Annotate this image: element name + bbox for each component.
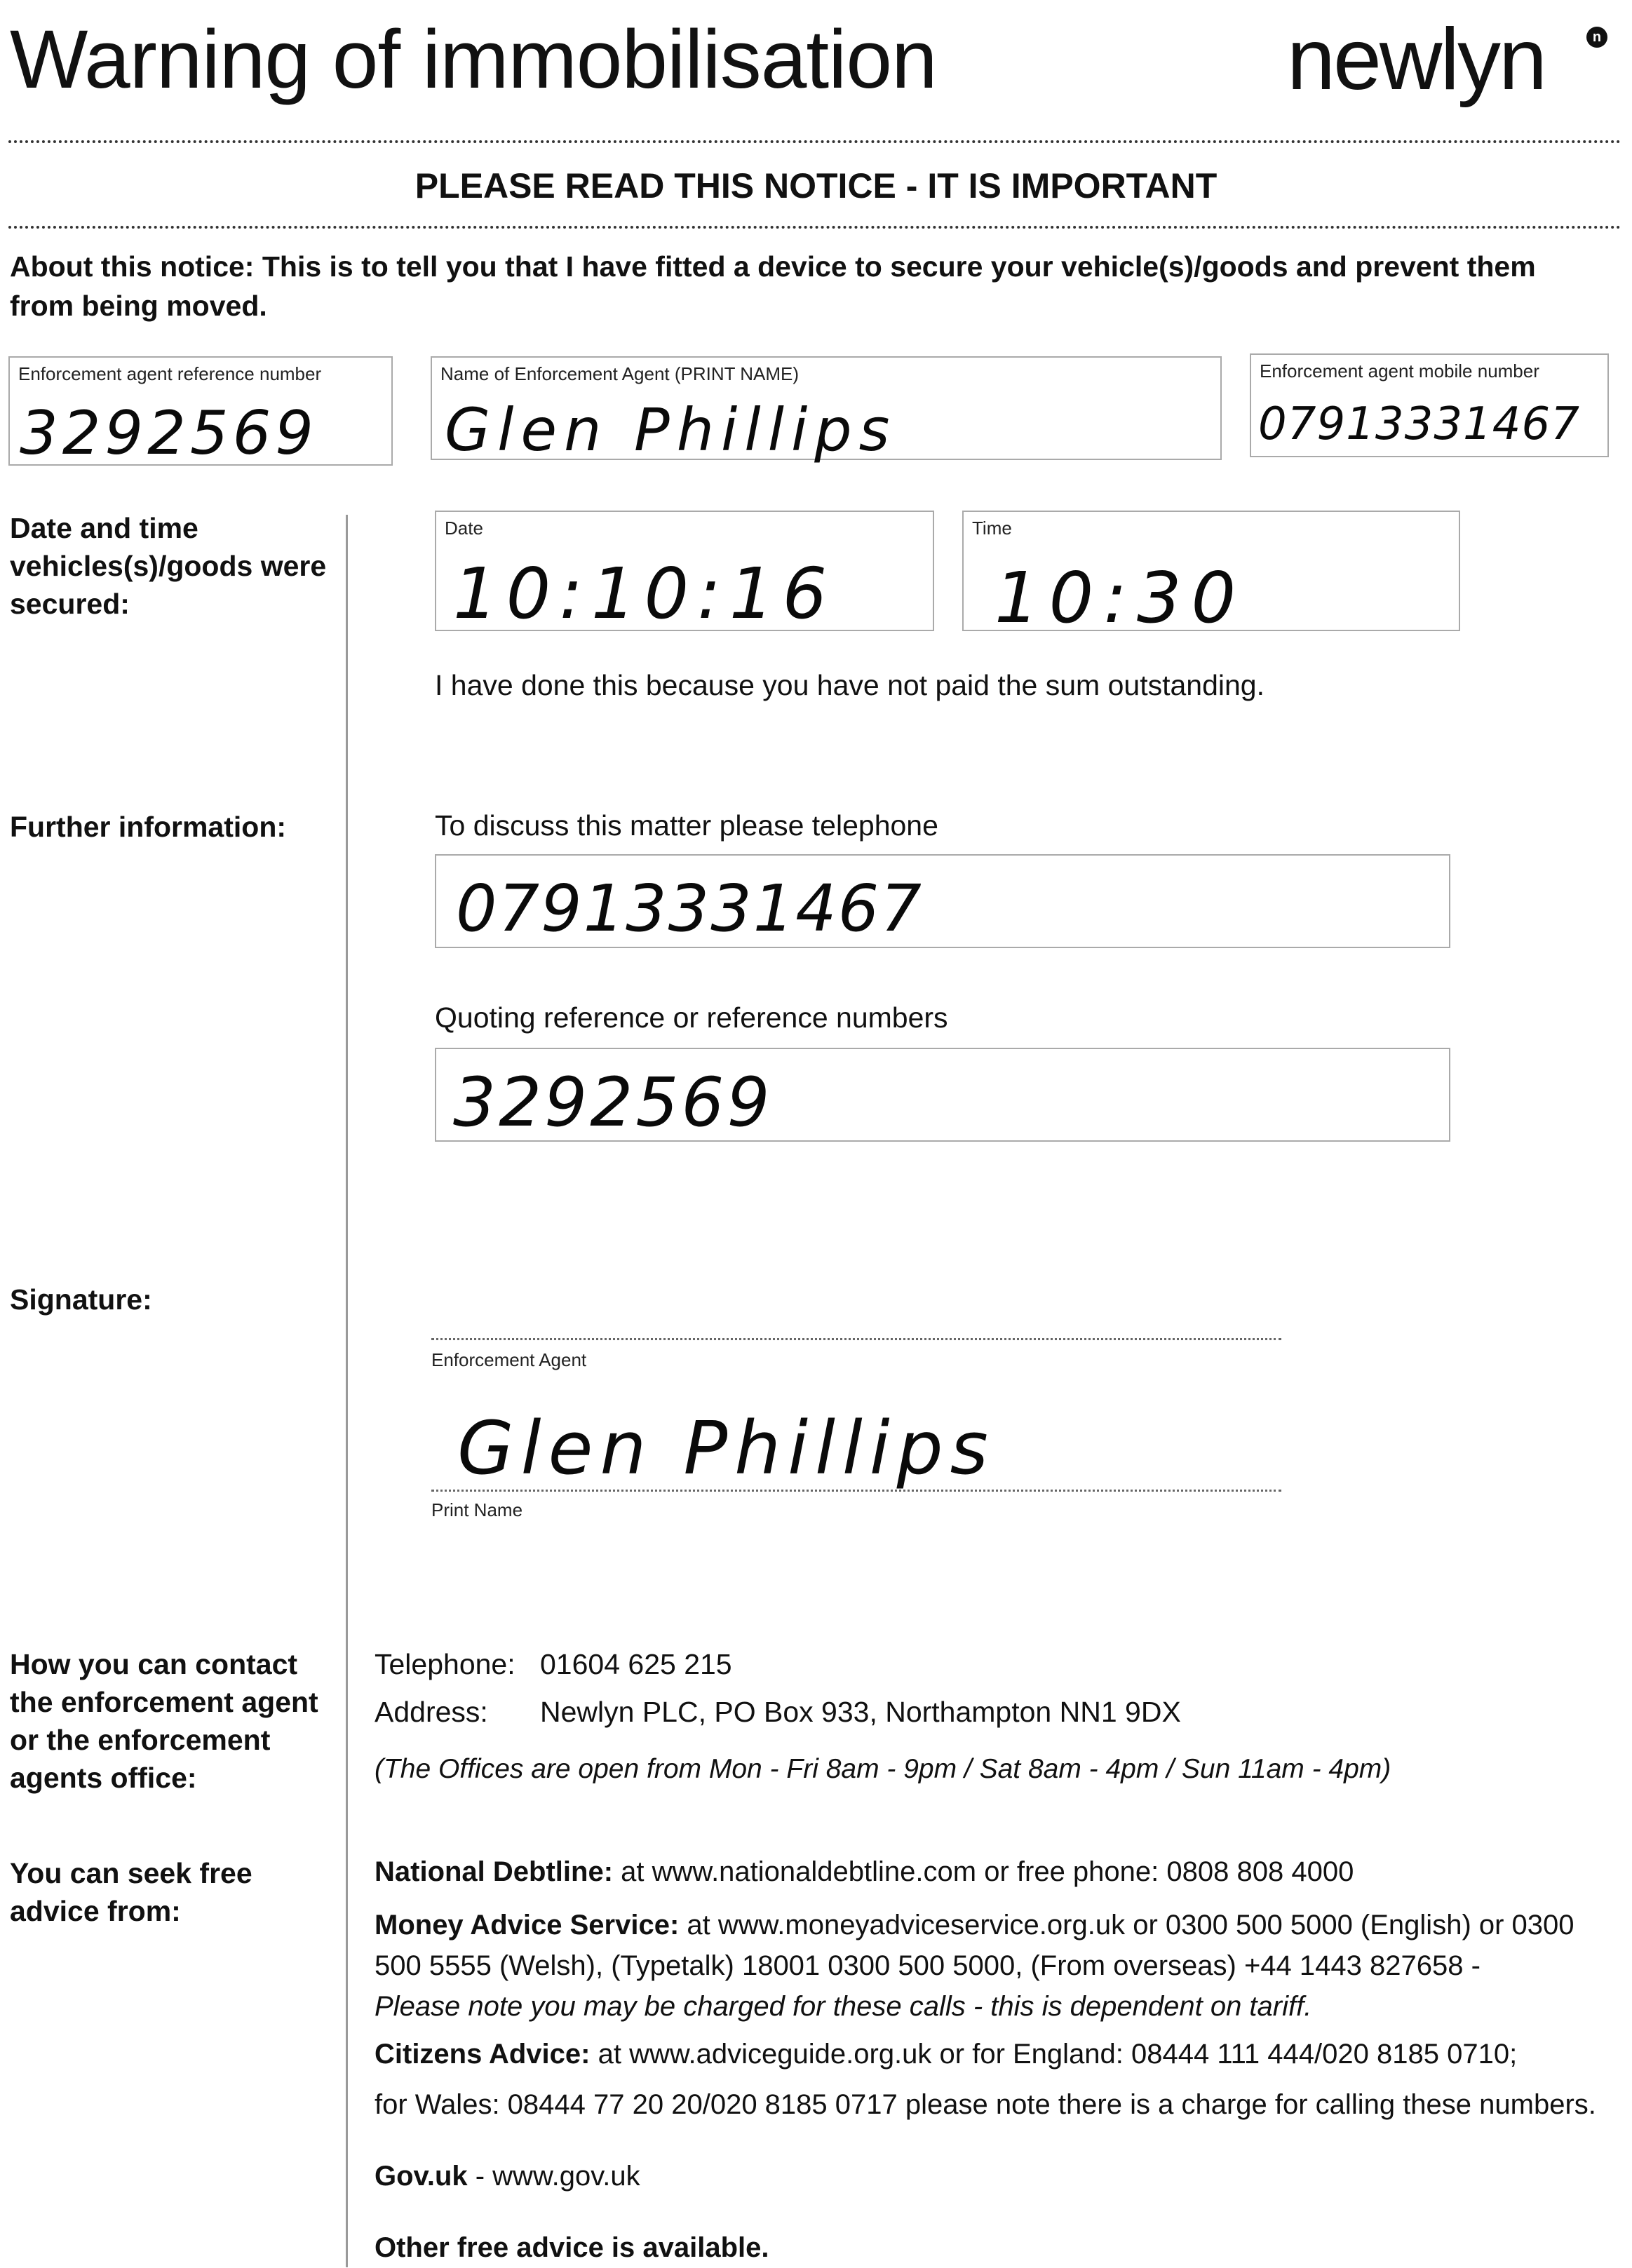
print-name-value[interactable]: Glen Phillips [457,1405,995,1491]
secured-side-label: Date and time vehicles(s)/goods were secured: [10,512,327,620]
phone-prompt: To discuss this matter please telephone [435,809,938,842]
secured-time-field[interactable] [962,511,1460,639]
reason-text: I have done this because you have not paid the sum outstanding. [435,669,1265,701]
address-value: Newlyn PLC, PO Box 933, Northampton NN1 9DX [540,1696,1181,1728]
secured-date-field[interactable] [435,511,934,635]
logo-trademark-mark: n [1586,27,1607,48]
about-text: This is to tell you that I have fitted a device to secure your vehicle(s)/goods and prevent them from being moved. [10,250,1536,322]
time-label: Time [972,518,1012,539]
advice-citizens-advice [375,2034,1616,2074]
advice-money-advice [375,1905,1616,2027]
national-debtline-text: at www.nationaldebtline.com or free phone: 0808 808 4000 [613,1856,1354,1887]
agent-name-value: Glen Phillips [445,396,897,464]
agent-reference-label: Enforcement agent reference number [18,363,322,384]
important-notice-heading: PLEASE READ THIS NOTICE - IT IS IMPORTANT [414,166,1218,205]
signature-side-label: Signature: [10,1283,152,1316]
citizens-advice-wales: for Wales: 08444 77 20 20/020 8185 0717 please note there is a charge for calling these numbers. [375,2089,1596,2120]
newlyn-logo: newlyn [1287,11,1545,108]
divider [8,140,1621,143]
column-divider [346,515,348,2267]
money-advice-note: Please note you may be charged for these calls - this is dependent on tariff. [375,1991,1312,2022]
citizens-advice-label: Citizens Advice: [375,2039,591,2070]
divider [8,226,1621,229]
about-notice [10,247,1581,325]
money-advice-text: at www.moneyadviceservice.org.uk or 0300 500 5000 (English) or 0300 500 5555 (Welsh), (Typetalk) 18001 0300 500 5000, (From overseas) +44 1443 827658 - [375,1910,1574,1981]
discuss-phone-field[interactable] [435,854,1450,948]
advice-national-debtline [375,1851,1616,1892]
about-label: About this notice: [10,250,255,283]
time-value: 10:30 [994,557,1246,639]
agent-mobile-value: 07913331467 [1258,398,1580,450]
advice-gov-uk [375,2156,1616,2196]
agent-reference-value: 3292569 [20,398,318,468]
agent-mobile-field[interactable] [1250,353,1609,457]
advice-side-label: You can seek free advice from: [10,1857,252,1927]
contact-side-label: How you can contact the enforcement agent or the enforcement agents office: [10,1648,318,1794]
citizens-advice-text: at www.adviceguide.org.uk or for England: 08444 111 444/020 8185 0710; [590,2039,1518,2070]
agent-reference-field[interactable] [8,356,393,466]
agent-name-field[interactable] [431,356,1222,464]
national-debtline-label: National Debtline: [375,1856,614,1887]
telephone-label: Telephone: [375,1648,515,1680]
further-side-label: Further information: [10,811,287,843]
date-label: Date [445,518,483,539]
page-title: Warning of immobilisation [10,13,937,106]
gov-uk-label: Gov.uk [375,2161,468,2192]
money-advice-label: Money Advice Service: [375,1910,680,1940]
discuss-phone-value: 07913331467 [456,871,923,946]
other-advice: Other free advice is available. [375,2232,769,2263]
agent-mobile-label: Enforcement agent mobile number [1260,360,1539,382]
office-hours: (The Offices are open from Mon - Fri 8am - 9pm / Sat 8am - 4pm / Sun 11am - 4pm) [375,1754,1391,1784]
signature-line [431,1338,1281,1340]
quoting-reference-value: 3292569 [453,1063,773,1142]
print-name-label: Print Name [431,1499,523,1520]
print-name-line [431,1490,1281,1492]
enforcement-agent-label: Enforcement Agent [431,1349,587,1370]
gov-uk-text: - www.gov.uk [467,2161,640,2192]
reference-prompt: Quoting reference or reference numbers [435,1001,948,1034]
date-value: 10:10:16 [453,553,836,635]
address-label: Address: [375,1696,488,1728]
telephone-value: 01604 625 215 [540,1648,732,1680]
quoting-reference-field[interactable] [435,1048,1450,1142]
agent-name-label: Name of Enforcement Agent (PRINT NAME) [440,363,800,384]
